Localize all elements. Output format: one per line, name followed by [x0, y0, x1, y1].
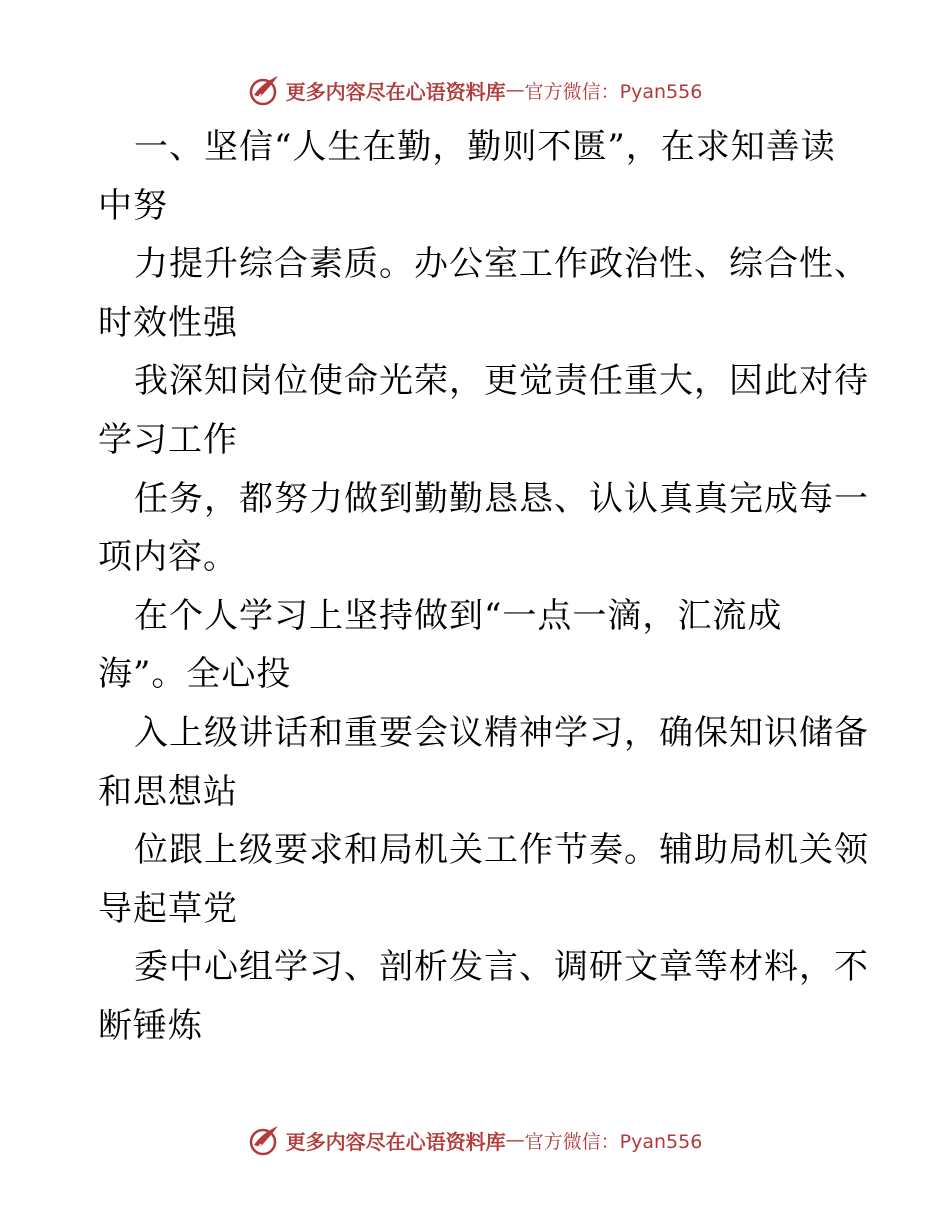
text-line: 任务，都努力做到勤勤恳恳、认认真真完成每一	[134, 478, 869, 519]
watermark-main-text: 更多内容尽在心语资料库	[285, 1129, 506, 1154]
text-line: 学习工作	[98, 419, 238, 460]
text-line: 导起草党	[98, 888, 238, 929]
quill-logo-icon	[248, 1123, 282, 1157]
text-line: 和思想站	[98, 771, 238, 812]
text-line: 力提升综合素质。办公室工作政治性、综合性、	[134, 244, 869, 285]
watermark-dash: —	[505, 79, 525, 101]
text-line: 在个人学习上坚持做到“一点一滴，汇流成	[134, 595, 783, 636]
text-line: 项内容。	[98, 537, 238, 578]
text-line: 我深知岗位使命光荣，更觉责任重大，因此对待	[134, 361, 869, 402]
text-line: 入上级讲话和重要会议精神学习，确保知识储备	[134, 712, 869, 753]
watermark-main-text: 更多内容尽在心语资料库	[285, 79, 506, 104]
header-watermark	[0, 70, 950, 110]
watermark-official-text: 官方微信：Pyan556	[524, 80, 703, 103]
watermark-dash: —	[505, 1129, 525, 1151]
text-line: 时效性强	[98, 302, 238, 343]
text-line: 断锤炼	[98, 1005, 203, 1046]
text-line: 海”。全心投	[98, 654, 292, 695]
watermark-official-text: 官方微信：Pyan556	[524, 1130, 703, 1153]
footer-watermark	[0, 1120, 950, 1160]
quill-logo-icon	[248, 73, 282, 107]
text-line: 中努	[98, 185, 168, 226]
text-line: 位跟上级要求和局机关工作节奏。辅助局机关领	[134, 830, 869, 871]
text-line: 委中心组学习、剖析发言、调研文章等材料，不	[134, 947, 869, 988]
document-body	[98, 118, 869, 1056]
text-line: 一、坚信“人生在勤，勤则不匮”，在求知善读	[134, 127, 836, 167]
